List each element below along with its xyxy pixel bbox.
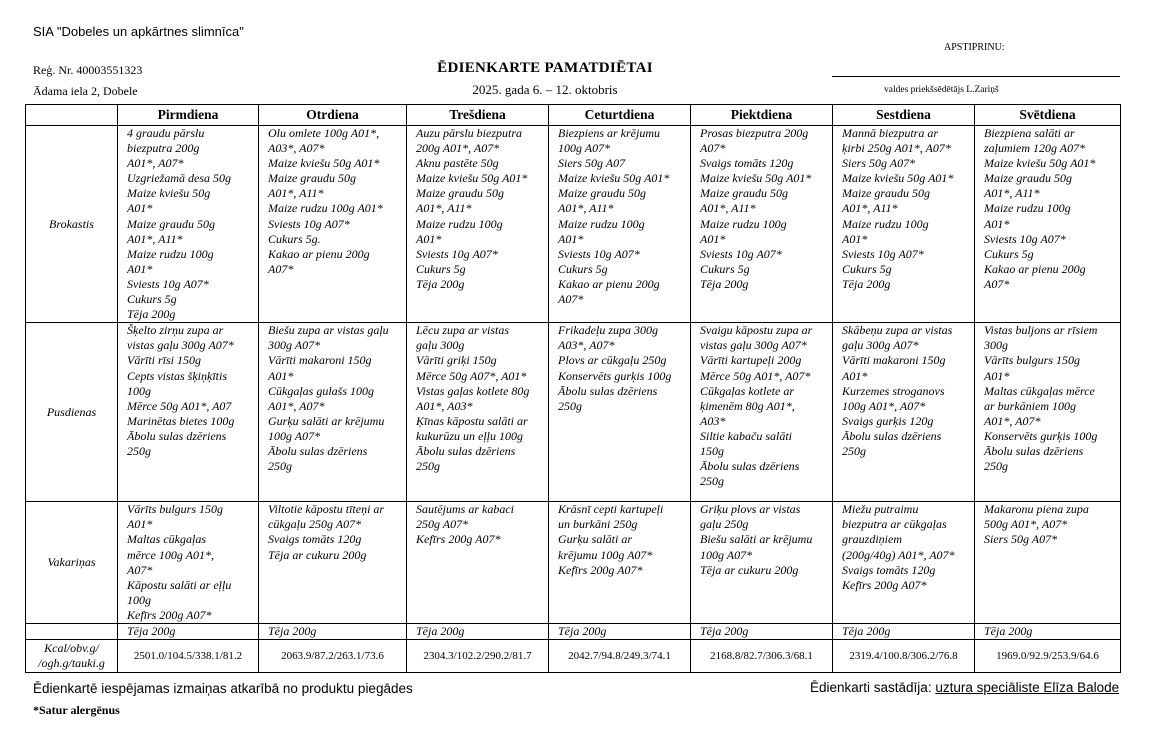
menu-line: Marinētas bietes 100g — [127, 413, 235, 428]
menu-cell — [833, 126, 975, 323]
menu-line: Biešu salāti ar krējumu — [700, 532, 813, 547]
menu-line: Maize kviešu 50g A01* — [984, 156, 1096, 171]
menu-line: Cepts vistas šķiņķītis — [127, 368, 227, 383]
menu-line: A07* — [558, 292, 584, 307]
menu-line: Maize graudu 50g — [842, 186, 930, 201]
menu-line: Konservēts gurķis 100g — [558, 368, 672, 383]
menu-line: Maltas cūkgaļas — [127, 532, 206, 547]
day-header: Pirmdiena — [118, 105, 259, 126]
menu-line: 250g — [558, 398, 582, 413]
menu-line: Sviests 10g A07* — [416, 246, 498, 261]
menu-line: Maize rudzu 100g A01* — [268, 201, 383, 216]
menu-line: Kefīrs 200g A07* — [842, 577, 927, 592]
menu-line: Ābolu sulas dzēriens — [268, 443, 368, 458]
menu-cell — [833, 323, 975, 502]
menu-line: Biezpiena salāti ar — [984, 126, 1075, 140]
menu-line: Konservēts gurķis 100g — [984, 428, 1098, 443]
menu-line: Maize rudzu 100g — [700, 216, 787, 231]
menu-line: krējumu 100g A07* — [558, 547, 653, 562]
menu-cell — [407, 126, 549, 323]
dinner-row — [26, 502, 1121, 624]
menu-line: Kefīrs 200g A07* — [558, 562, 643, 577]
compiled-by — [810, 680, 1119, 695]
menu-line: 250g A07* — [416, 517, 469, 532]
menu-line: A01* — [127, 261, 153, 276]
menu-line: Tēja 200g — [416, 623, 465, 638]
menu-line: A01*, A07* — [268, 398, 325, 413]
menu-line: Tēja 200g — [842, 276, 891, 291]
menu-line: Mērce 50g A07*, A01* — [416, 368, 527, 383]
row-label-kcal — [26, 640, 118, 673]
tea-cell — [549, 623, 691, 639]
menu-cell — [407, 502, 549, 624]
page-title: ĒDIENKARTE PAMATDIĒTAI — [437, 60, 653, 76]
menu-line: Tēja 200g — [416, 276, 465, 291]
menu-line: Vārīti rīsi 150g — [127, 353, 202, 368]
day-header: Otrdiena — [259, 105, 407, 126]
menu-line: A01*, A07* — [127, 156, 184, 171]
menu-line: 100g A07* — [700, 547, 753, 562]
changes-note: Ēdienkartē iespējamas izmaiņas atkarībā no produktu piegādes — [33, 681, 413, 696]
menu-line: A07* — [700, 141, 726, 156]
breakfast-row — [26, 126, 1121, 323]
menu-line: A01*, A11* — [842, 201, 898, 216]
menu-line: gaļu 300g — [416, 338, 465, 353]
kcal-label-line: Kcal/obv.g/ — [44, 640, 99, 655]
menu-line: Tēja 200g — [268, 623, 317, 638]
menu-line: ķirbi 250g A01*, A07* — [842, 141, 951, 156]
menu-line: Kefīrs 200g A07* — [127, 607, 212, 622]
menu-line: Kurzemes stroganovs — [842, 383, 945, 398]
menu-line: 100g — [127, 383, 151, 398]
menu-line: Ābolu sulas dzēriens — [842, 428, 942, 443]
menu-line: Maize kviešu 50g A01* — [842, 171, 954, 186]
menu-line: ar burkāniem 100g — [984, 398, 1076, 413]
compiled-prefix: Ēdienkarti sastādīja: — [810, 680, 936, 695]
menu-cell — [975, 323, 1121, 502]
menu-line: 250g — [268, 459, 292, 474]
menu-line: Kakao ar pienu 200g — [268, 246, 370, 261]
row-label-dinner: Vakariņas — [26, 502, 118, 624]
menu-line: (200g/40g) A01*, A07* — [842, 547, 955, 562]
menu-line: Maize graudu 50g — [268, 171, 356, 186]
menu-line: Gurķu salāti ar — [558, 532, 633, 547]
menu-line: Cukurs 5g — [558, 261, 608, 276]
tea-cell — [259, 623, 407, 639]
menu-line: zaļumiem 120g A07* — [984, 141, 1086, 156]
menu-line: A01* — [268, 368, 294, 383]
menu-line: Makaronu piena zupa — [984, 502, 1089, 517]
menu-line: Vārīti makaroni 150g — [268, 353, 372, 368]
day-header: Svētdiena — [975, 105, 1121, 126]
menu-line: grauzdiņiem — [842, 532, 902, 547]
menu-line: A01* — [700, 231, 726, 246]
menu-line: Tēja 200g — [558, 623, 607, 638]
menu-line: Maize rudzu 100g — [416, 216, 503, 231]
menu-line: Prosas biezputra 200g — [700, 126, 809, 140]
menu-line: Svaigu kāpostu zupa ar — [700, 323, 813, 338]
menu-line: Svaigs gurķis 120g — [842, 413, 934, 428]
menu-line: Maize kviešu 50g A01* — [700, 171, 812, 186]
menu-line: Svaigs tomāts 120g — [268, 532, 362, 547]
menu-line: 500g A01*, A07* — [984, 517, 1068, 532]
menu-line: Maize kviešu 50g A01* — [558, 171, 670, 186]
menu-line: biezputra 200g — [127, 141, 200, 156]
menu-line: Olu omlete 100g A01*, — [268, 126, 380, 140]
tea-cell — [833, 623, 975, 639]
menu-cell — [407, 323, 549, 502]
menu-line: Plovs ar cūkgaļu 250g — [558, 353, 667, 368]
menu-line: Auzu pārslu biezputra — [416, 126, 523, 140]
menu-line: Ābolu sulas dzēriens — [416, 443, 516, 458]
kcal-value: 2042.7/94.8/249.3/74.1 — [549, 640, 691, 673]
menu-line: Siers 50g A07* — [984, 532, 1058, 547]
day-header: Piektdiena — [691, 105, 833, 126]
kcal-value: 2501.0/104.5/338.1/81.2 — [118, 640, 259, 673]
tea-label-cell — [26, 623, 118, 639]
menu-line: Mērce 50g A01*, A07* — [700, 368, 811, 383]
menu-line: Siltie kabaču salāti — [700, 428, 792, 443]
menu-line: Miežu putraimu — [842, 502, 919, 517]
menu-line: gaļu 300g A07* — [842, 338, 919, 353]
day-header: Trešdiena — [407, 105, 549, 126]
menu-line: Maize graudu 50g — [416, 186, 504, 201]
menu-line: Cukurs 5g — [416, 261, 466, 276]
menu-line: Maize graudu 50g — [558, 186, 646, 201]
menu-line: Kefīrs 200g A07* — [416, 532, 501, 547]
menu-line: Aknu pastēte 50g — [416, 156, 499, 171]
menu-line: Maize kviešu 50g — [127, 186, 211, 201]
menu-line: Maize graudu 50g — [127, 216, 215, 231]
menu-cell — [259, 502, 407, 624]
compiled-author: uztura speciāliste Elīza Balode — [935, 680, 1120, 695]
menu-line: Vārīti griķi 150g — [416, 353, 497, 368]
menu-cell — [259, 323, 407, 502]
menu-line: Sviests 10g A07* — [700, 246, 782, 261]
menu-line: Tēja 200g — [127, 307, 176, 322]
menu-line: 300g A07* — [268, 338, 321, 353]
tea-cell — [407, 623, 549, 639]
menu-line: biezputra ar cūkgaļas — [842, 517, 947, 532]
menu-cell — [833, 502, 975, 624]
menu-line: mērce 100g A01*, — [127, 547, 214, 562]
menu-line: Cukurs 5g — [842, 261, 892, 276]
menu-line: Griķu plovs ar vistas — [700, 502, 801, 517]
menu-line: Maize rudzu 100g — [984, 201, 1071, 216]
kcal-label-line: /ogh.g/tauki.g — [38, 656, 105, 671]
menu-line: Vārīti kartupeļi 200g — [700, 353, 802, 368]
menu-line: 100g — [127, 592, 151, 607]
menu-line: 250g — [842, 443, 866, 458]
menu-line: 250g — [700, 474, 724, 489]
menu-line: Sviests 10g A07* — [127, 276, 209, 291]
menu-line: Cūkgaļas kotlete ar — [700, 383, 794, 398]
menu-line: A01* — [842, 368, 868, 383]
tea-cell — [975, 623, 1121, 639]
menu-line: Sviests 10g A07* — [558, 246, 640, 261]
menu-line: Vārīti makaroni 150g — [842, 353, 946, 368]
menu-line: Tēja 200g — [127, 623, 176, 638]
menu-line: Ābolu sulas dzēriens — [984, 443, 1084, 458]
kcal-value: 2168.8/82.7/306.3/68.1 — [691, 640, 833, 673]
address: Ādama iela 2, Dobele — [33, 84, 138, 98]
menu-line: Tēja 200g — [700, 623, 749, 638]
menu-line: Maize graudu 50g — [700, 186, 788, 201]
menu-line: A03*, A07* — [558, 338, 615, 353]
menu-line: A01* — [127, 201, 153, 216]
menu-line: Siers 50g A07 — [558, 156, 626, 171]
menu-line: Mannā biezputra ar — [842, 126, 938, 140]
menu-cell — [118, 126, 259, 323]
menu-cell — [118, 323, 259, 502]
menu-line: A01* — [127, 517, 153, 532]
menu-line: Cukurs 5g — [984, 246, 1034, 261]
menu-line: Tēja ar cukuru 200g — [268, 547, 367, 562]
menu-line: A01*, A03* — [416, 398, 473, 413]
menu-line: Kakao ar pienu 200g — [558, 276, 660, 291]
menu-line: Maize kviešu 50g A01* — [268, 156, 380, 171]
menu-cell — [691, 502, 833, 624]
menu-line: Ābolu sulas dzēriens — [700, 459, 800, 474]
menu-cell — [259, 126, 407, 323]
menu-line: 4 graudu pārslu — [127, 126, 205, 140]
corner-cell — [26, 105, 118, 126]
tea-cell — [691, 623, 833, 639]
menu-line: A01* — [984, 368, 1010, 383]
menu-line: Kāpostu salāti ar eļļu — [127, 577, 232, 592]
menu-line: 250g — [416, 459, 440, 474]
date-range: 2025. gada 6. – 12. oktobris — [472, 82, 618, 97]
menu-line: Cukurs 5g — [700, 261, 750, 276]
menu-line: Ķīnas kāpostu salāti ar — [416, 413, 528, 428]
menu-line: Sautējums ar kabaci — [416, 502, 514, 517]
menu-line: Svaigs tomāts 120g — [842, 562, 936, 577]
menu-line: Sviests 10g A07* — [984, 231, 1066, 246]
menu-line: Tēja 200g — [700, 276, 749, 291]
menu-table — [25, 104, 1121, 673]
menu-line: A01*, A07* — [984, 413, 1041, 428]
menu-line: 150g — [700, 443, 724, 458]
menu-line: cūkgaļu 250g A07* — [268, 517, 362, 532]
menu-line: A01*, A11* — [416, 201, 472, 216]
menu-line: A03* — [700, 413, 726, 428]
menu-line: Skābeņu zupa ar vistas — [842, 323, 953, 338]
menu-line: Tēja 200g — [842, 623, 891, 638]
menu-line: Tēja 200g — [984, 623, 1033, 638]
kcal-value: 2304.3/102.2/290.2/81.7 — [407, 640, 549, 673]
menu-cell — [118, 502, 259, 624]
header-row — [26, 105, 1121, 126]
menu-line: Vārīts bulgurs 150g — [127, 502, 224, 517]
menu-line: Maize rudzu 100g — [558, 216, 645, 231]
menu-line: A07* — [127, 562, 153, 577]
menu-line: A07* — [984, 276, 1010, 291]
menu-line: A01*, A11* — [558, 201, 614, 216]
kcal-value: 2319.4/100.8/306.2/76.8 — [833, 640, 975, 673]
menu-cell — [691, 126, 833, 323]
menu-line: Lēcu zupa ar vistas — [416, 323, 509, 338]
menu-line: Sviests 10g A07* — [842, 246, 924, 261]
menu-line: Svaigs tomāts 120g — [700, 156, 794, 171]
menu-line: vistas gaļu 300g A07* — [127, 338, 234, 353]
menu-line: 100g A07* — [268, 428, 321, 443]
organization-name: SIA "Dobeles un apkārtnes slimnīca" — [33, 24, 244, 39]
menu-line: Uzgriežamā desa 50g — [127, 171, 231, 186]
menu-line: un burkāni 250g — [558, 517, 638, 532]
chairman-name: valdes priekšsēdētājs L.Zariņš — [884, 85, 999, 95]
menu-line: Maize kviešu 50g A01* — [416, 171, 528, 186]
menu-line: Siers 50g A07* — [842, 156, 916, 171]
menu-line: 200g A01*, A07* — [416, 141, 500, 156]
menu-line: 300g — [984, 338, 1008, 353]
menu-line: A01*, A11* — [127, 231, 183, 246]
menu-line: 100g A07* — [558, 141, 611, 156]
kcal-row — [26, 640, 1121, 673]
menu-line: Vistas gaļas kotlete 80g — [416, 383, 530, 398]
menu-line: Mērce 50g A01*, A07 — [127, 398, 232, 413]
menu-cell — [549, 323, 691, 502]
kcal-value: 1969.0/92.9/253.9/64.6 — [975, 640, 1121, 673]
menu-line: A03*, A07* — [268, 141, 325, 156]
menu-line: Maize graudu 50g — [984, 171, 1072, 186]
menu-line: Cukurs 5g — [127, 292, 177, 307]
allergen-note: *Satur alergēnus — [33, 703, 120, 717]
menu-line: A01*, A11* — [984, 186, 1040, 201]
row-label-lunch: Pusdienas — [26, 323, 118, 502]
menu-line: Ābolu sulas dzēriens — [558, 383, 658, 398]
menu-line: Ābolu sulas dzēriens — [127, 428, 227, 443]
menu-line: Gurķu salāti ar krējumu — [268, 413, 385, 428]
menu-line: A01* — [842, 231, 868, 246]
menu-line: Maize rudzu 100g — [842, 216, 929, 231]
menu-cell — [549, 502, 691, 624]
menu-line: A07* — [268, 261, 294, 276]
menu-line: Cukurs 5g. — [268, 231, 321, 246]
menu-line: Krāsnī cepti kartupeļi — [558, 502, 664, 517]
day-header: Ceturtdiena — [549, 105, 691, 126]
menu-line: 100g A01*, A07* — [842, 398, 926, 413]
menu-line: Sviests 10g A07* — [268, 216, 350, 231]
menu-line: ķimenēm 80g A01*, — [700, 398, 795, 413]
day-header: Sestdiena — [833, 105, 975, 126]
menu-line: Vistas buljons ar rīsiem — [984, 323, 1098, 338]
registration-number: Reģ. Nr. 40003551323 — [33, 63, 143, 77]
menu-line: Maize rudzu 100g — [127, 246, 214, 261]
menu-line: Biezpiens ar krējumu — [558, 126, 660, 140]
menu-line: kukurūzu un eļļu 100g — [416, 428, 523, 443]
menu-line: A01*, A11* — [700, 201, 756, 216]
signature-line — [832, 76, 1120, 77]
menu-cell — [975, 502, 1121, 624]
evening-tea-row — [26, 623, 1121, 639]
menu-line: Kakao ar pienu 200g — [984, 261, 1086, 276]
menu-line: gaļu 250g — [700, 517, 749, 532]
menu-line: A01* — [984, 216, 1010, 231]
tea-cell — [118, 623, 259, 639]
menu-line: A01*, A11* — [268, 186, 324, 201]
menu-cell — [975, 126, 1121, 323]
menu-line: Viltotie kāpostu tīteņi ar — [268, 502, 385, 517]
menu-line: Vārīts bulgurs 150g — [984, 353, 1081, 368]
lunch-row — [26, 323, 1121, 502]
menu-line: 250g — [127, 443, 151, 458]
menu-line: Maltas cūkgaļas mērce — [984, 383, 1095, 398]
approval-label: APSTIPRINU: — [944, 42, 1005, 53]
menu-line: Cūkgaļas gulašs 100g — [268, 383, 375, 398]
menu-line: A01* — [558, 231, 584, 246]
menu-line: vistas gaļu 300g A07* — [700, 338, 807, 353]
menu-cell — [549, 126, 691, 323]
menu-line: A01* — [416, 231, 442, 246]
menu-line: Frikadeļu zupa 300g — [558, 323, 658, 338]
menu-line: Tēja ar cukuru 200g — [700, 562, 799, 577]
menu-cell — [691, 323, 833, 502]
row-label-breakfast: Brokastis — [26, 126, 118, 323]
menu-line: 250g — [984, 459, 1008, 474]
menu-line: Biešu zupa ar vistas gaļu — [268, 323, 389, 338]
kcal-value: 2063.9/87.2/263.1/73.6 — [259, 640, 407, 673]
menu-line: Šķelto zirņu zupa ar — [127, 323, 224, 338]
